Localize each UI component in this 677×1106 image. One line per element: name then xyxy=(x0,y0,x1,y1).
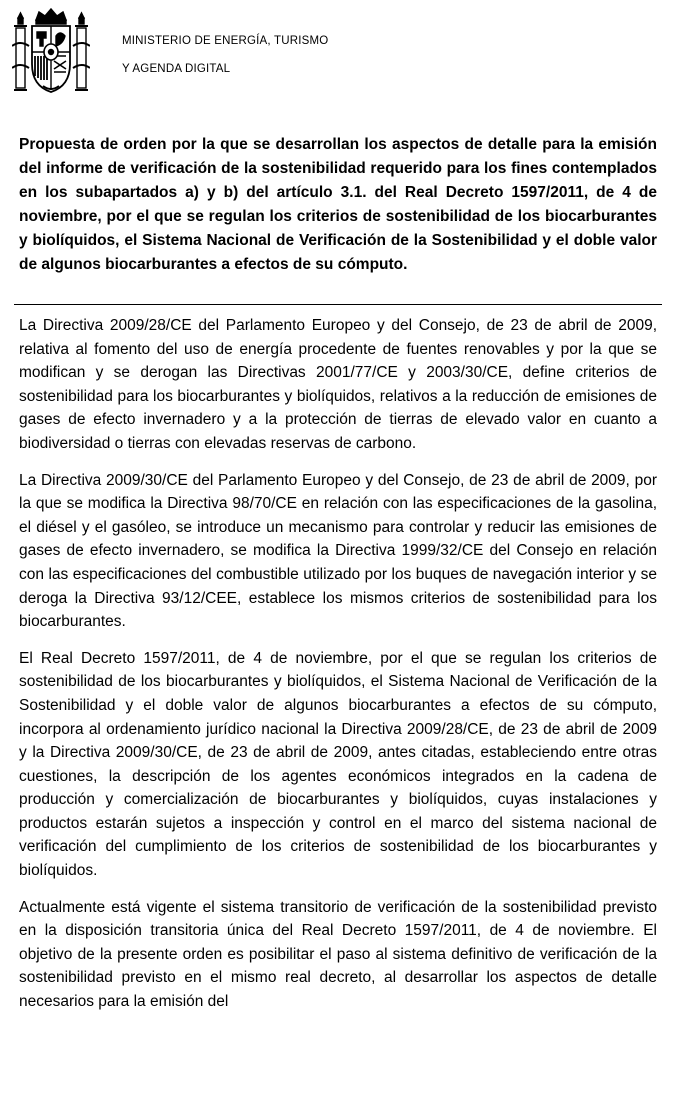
letterhead xyxy=(12,6,672,96)
paragraph: El Real Decreto 1597/2011, de 4 de noviembre, por el que se regulan los criterios de sostenibilidad de los biocarburantes y biolíquidos, el Sistema Nacional de Verificación de la Sostenibilidad y el doble valor de algunos biocarburantes a efectos de su cómputo, incorpora al ordenamiento jurídico nacional la Directiva 2009/28/CE, de 23 de abril de 2009 y la Directiva 2009/30/CE, de 23 de abril de 2009, antes citadas, estableciendo entre otras cuestiones, la descripción de los agentes económicos integrados en la cadena de producción y comercialización de biocarburantes y biolíquidos, cuyas instalaciones y productos estarán sujetos a inspección y control en el marco del sistema nacional de verificación del cumplimiento de los criterios de sostenibilidad de los biocarburantes y biolíquidos. xyxy=(19,649,657,880)
paragraph: Actualmente está vigente el sistema transitorio de verificación de la sostenibilidad previsto en la disposición transitoria única del Real Decreto 1597/2011, de 4 de noviembre. El objetivo de la presente orden es posibilitar el paso al sistema definitivo de verificación de la sostenibilidad previsto en el mismo real decreto, al desarrollar los aspectos de detalle necesarios para la emisión del xyxy=(19,898,657,1011)
ministry-name-line1: MINISTERIO DE ENERGÍA, TURISMO xyxy=(122,35,329,47)
document-body xyxy=(19,314,657,1014)
paragraph: La Directiva 2009/30/CE del Parlamento Europeo y del Consejo, de 23 de abril de 2009, por la que se modifica la Directiva 98/70/CE en relación con las especificaciones de la gasolina, el diésel y el gasóleo, se introduce un mecanismo para controlar y reducir las emisiones de gases de efecto invernadero, se modifica la Directiva 1999/32/CE del Consejo en relación con las especificaciones del combustible utilizado por los buques de navegación interior y se deroga la Directiva 93/12/CEE, establece los mismos criterios de sostenibilidad para los biocarburantes. xyxy=(19,471,657,631)
document-title: Propuesta de orden por la que se desarrollan los aspectos de detalle para la emisión del informe de verificación de la sostenibilidad requerido para los fines contemplados en los subapartados a) y b) del artículo 3.1. del Real Decreto 1597/2011, de 4 de noviembre, por el que se regulan los criterios de sostenibilidad de los biocarburantes y biolíquidos, el Sistema Nacional de Verificación de la Sostenibilidad y el doble valor de algunos biocarburantes a efectos de su cómputo. xyxy=(19,136,657,273)
coat-of-arms-icon xyxy=(12,6,90,96)
ministry-name-line2: Y AGENDA DIGITAL xyxy=(122,63,231,75)
title-divider xyxy=(14,304,662,305)
ministry-name xyxy=(122,34,328,76)
paragraph: La Directiva 2009/28/CE del Parlamento Europeo y del Consejo, de 23 de abril de 2009, relativa al fomento del uso de energía procedente de fuentes renovables y por la que se modifican y se derogan las Directivas 2001/77/CE y 2003/30/CE, define criterios de sostenibilidad para los biocarburantes y biolíquidos, relativos a la reducción de emisiones de gases de efecto invernadero y a la protección de tierras de elevado valor en cuanto a biodiversidad o tierras con elevadas reservas de carbono. xyxy=(19,317,657,452)
